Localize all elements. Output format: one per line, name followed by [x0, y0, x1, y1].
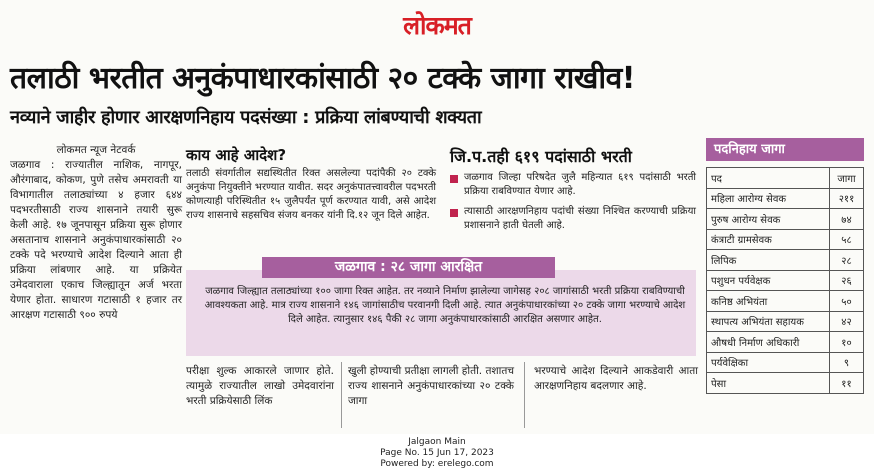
- order-section-text: तलाठी संवर्गातील सद्यस्थितीत रिक्त असलेल्या पदांपैकी २० टक्के अनुकंपा नियुक्तीने भरण्यात यावीत. सदर अनुकंपातत्त्वावरील पदभरती कोणत्याही परिस्थितीत १५ जुलैपर्यंत पूर्ण करण्यात यावी, असे आदेश राज्य शासनाचे सहसचिव संजय बनकर यांनी दि.१२ जून दिले आहेत.: [186, 168, 436, 221]
- table-row: [707, 229, 864, 250]
- post-name: स्थापत्य अभियंता सहायक: [707, 311, 830, 332]
- bullet-square-icon: [450, 209, 458, 217]
- masthead-logo: लोकमत: [403, 11, 471, 40]
- subheadline: नव्याने जाहीर होणार आरक्षणनिहाय पदसंख्या : प्रक्रिया लांबण्याची शक्यता: [10, 107, 482, 128]
- post-seats: २६: [830, 270, 864, 291]
- bottom-column-text: परीक्षा शुल्क आकारले जाणार होते. त्यामुळे राज्यातील लाखो उमेदवारांना भरती प्रक्रियेसाठी लिंक: [186, 365, 334, 407]
- column-header-seats: जागा: [830, 168, 864, 189]
- post-seats: ७४: [830, 209, 864, 230]
- zp-bullet: [450, 171, 696, 199]
- table-row: [707, 311, 864, 332]
- order-section-title: काय आहे आदेश?: [186, 146, 287, 164]
- post-name: कंत्राटी ग्रामसेवक: [707, 229, 830, 250]
- table-row: [707, 209, 864, 230]
- byline: लोकमत न्यूज नेटवर्क: [56, 144, 136, 156]
- table-header-row: [707, 168, 864, 189]
- sidebar-title: पदनिहाय जागा: [706, 138, 864, 161]
- jalgaon-box-text: जळगाव जिल्ह्यात तलाठ्यांच्या १०० जागा रिक्त आहेत. तर नव्याने निर्माण झालेल्या जागेसह २०८ जागांसाठी भरती प्रक्रिया राबविण्याची आवश्यकता आहे. मात्र राज्य शासनाने १४६ जागांसाठीच परवानगी दिली आहे. त्यात अनुकंपाधारकांच्या २० टक्के जागा भरण्याचे आदेश दिले आहेत. त्यानुसार १४६ पैकी २८ जागा अनुकंपाधारकांसाठी आरक्षित असणार आहेत.: [204, 286, 686, 325]
- order-section: [186, 145, 436, 223]
- table-row: [707, 373, 864, 394]
- article-lead-text: जळगाव : राज्यातील नाशिक, नागपूर, औरंगाबाद, कोकण, पुणे तसेच अमरावती या विभागातील तलाठ्यांच्या ४ हजार ६४४ पदभरतीसाठी राज्य शासनाने तयारी सुरू केली आहे. १७ जूनपासून प्रक्रिया सुरू होणार असतानाच शासनाने अनुकंपाधारकांसाठी २० टक्के पदे भरण्याचे आदेश दिल्याने आता ही प्रक्रिया लांबणार आहे. या प्रक्रियेत उमेदवाराला एकाच जिल्ह्यातून अर्ज भरता येणार होता. साधारण गटासाठी १ हजार तर आरक्षण गटासाठी ९०० रुपये: [10, 159, 182, 321]
- zp-bullet-text: त्यासाठी आरक्षणनिहाय पदांची संख्या निश्चित करण्याची प्रक्रिया प्रशासनाने हाती घेतली आहे.: [464, 206, 696, 231]
- table-row: [707, 250, 864, 271]
- column-header-post: पद: [707, 168, 830, 189]
- post-name: पेसा: [707, 373, 830, 394]
- post-seats: २११: [830, 188, 864, 209]
- bottom-column-text: भरण्याचे आदेश दिल्याने आकडेवारी आता आरक्षणनिहाय बदलणार आहे.: [534, 365, 698, 392]
- table-row: [707, 332, 864, 353]
- edition-label: Jalgaon Main: [408, 437, 466, 447]
- post-seats: २८: [830, 250, 864, 271]
- table-row: [707, 291, 864, 312]
- zp-bullet-text: जळगाव जिल्हा परिषदेत जुलै महिन्यात ६१९ पदांसाठी भरती प्रक्रिया राबविण्यात येणार आहे.: [464, 172, 696, 197]
- post-name: पुरुष आरोग्य सेवक: [707, 209, 830, 230]
- post-name: औषधी निर्माण अधिकारी: [707, 332, 830, 353]
- powered-by: Powered by: erelego.com: [380, 459, 494, 469]
- headline: तलाठी भरतीत अनुकंपाधारकांसाठी २० टक्के जागा राखीव!: [10, 61, 635, 96]
- post-name: पशुधन पर्यवेक्षक: [707, 270, 830, 291]
- table-row: [707, 188, 864, 209]
- page-info: Page No. 15 Jun 17, 2023: [380, 448, 494, 458]
- article-column-1: [10, 143, 182, 323]
- post-name: लिपिक: [707, 250, 830, 271]
- table-row: [707, 270, 864, 291]
- post-name: महिला आरोग्य सेवक: [707, 188, 830, 209]
- zp-bullet: [450, 205, 696, 233]
- jalgaon-banner: जळगाव : २८ जागा आरक्षित: [262, 257, 555, 278]
- post-seats: ५८: [830, 229, 864, 250]
- post-seats: ११: [830, 373, 864, 394]
- bullet-square-icon: [450, 175, 458, 183]
- column-divider: [341, 362, 342, 428]
- page-footer: [0, 437, 874, 470]
- post-name: पर्यवेक्षिका: [707, 352, 830, 373]
- post-seats: ४२: [830, 311, 864, 332]
- table-row: [707, 352, 864, 373]
- bottom-column-text: खुली होण्याची प्रतीक्षा लागली होती. तशातच राज्य शासनाने अनुकंपाधारकांच्या २० टक्के जागा: [348, 365, 514, 407]
- posts-sidebar: [706, 138, 864, 394]
- post-name: कनिष्ठ अभियंता: [707, 291, 830, 312]
- zp-section: [450, 145, 696, 239]
- post-seats: ५०: [830, 291, 864, 312]
- masthead: [0, 8, 874, 42]
- posts-table: [706, 167, 864, 394]
- post-seats: १०: [830, 332, 864, 353]
- zp-section-title: जि.प.तही ६१९ पदांसाठी भरती: [450, 147, 632, 166]
- post-seats: ९: [830, 352, 864, 373]
- column-divider: [524, 362, 525, 428]
